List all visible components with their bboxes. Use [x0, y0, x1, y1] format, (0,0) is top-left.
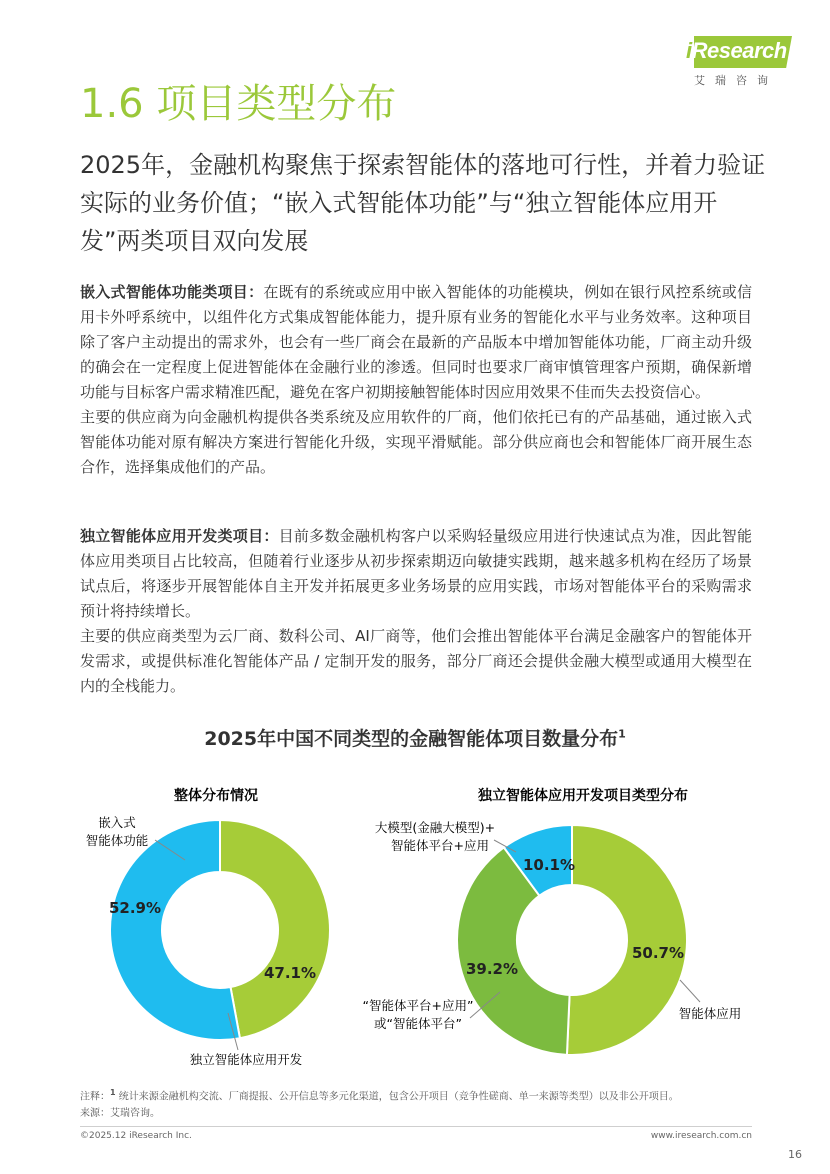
donut-left	[109, 820, 330, 1040]
donut-charts	[0, 770, 830, 1080]
section-standalone	[80, 524, 752, 699]
section-embedded	[80, 280, 752, 480]
footer-divider	[80, 1126, 752, 1127]
footnote-prefix: 注释：	[80, 1091, 110, 1103]
footnote-text: 统计来源金融机构交流、厂商提报、公开信息等多元化渠道，包含公开项目（竞争性磋商、单一来源等类型）以及非公开项目。	[118, 1091, 679, 1103]
label-left-embedded-line2: 智能体功能	[85, 833, 149, 848]
label-right-app: 智能体应用	[678, 1006, 742, 1021]
chart-title-text: 2025年中国不同类型的金融智能体项目数量分布	[204, 728, 619, 750]
donut-right-slice-0	[567, 825, 687, 1055]
logo-letter-i: i	[686, 38, 692, 63]
donut-right-label-2: 10.1%	[522, 856, 576, 874]
section-embedded-text: 在既有的系统或应用中嵌入智能体的功能模块，例如在银行风控系统或信用卡外呼系统中，以组件化方式集成智能体能力，提升原有业务的智能化水平与业务效率。这种项目除了客户主动提出的需求外，也会有一些厂商会在最新的产品版本中增加智能体功能，厂商主动升级的确会在一定程度上促进智能体在金融行业的渗透。但同时也要求厂商审慎管理客户预期，确保新增功能与目标客户需求精准匹配，避免在客户初期接触智能体时因应用效果不佳而失去投资信心。	[80, 283, 752, 401]
footnote-mark: 1	[110, 1088, 116, 1097]
logo-wordmark: Research	[691, 38, 787, 63]
chart-title-footnote-mark: 1	[618, 727, 626, 741]
section-standalone-text2: 主要的供应商类型为云厂商、数科公司、AI厂商等，他们会推出智能体平台满足金融客户的智能体开发需求，或提供标准化智能体产品 / 定制开发的服务，部分厂商还会提供金融大模型或通用大模型在内的全栈能力。	[80, 627, 752, 695]
page-title: 1.6 项目类型分布	[80, 81, 397, 127]
footnote-source: 来源：艾瑞咨询。	[80, 1108, 160, 1120]
donut-right-label-1: 39.2%	[465, 960, 519, 978]
page-subtitle: 2025年，金融机构聚焦于探索智能体的落地可行性，并着力验证实际的业务价值；“嵌入式智能体功能”与“独立智能体应用开发”两类项目双向发展	[80, 151, 766, 255]
section-standalone-text: 目前多数金融机构客户以采购轻量级应用进行快速试点为准，因此智能体应用类项目占比较高，但随着行业逐步从初步探索期迈向敏捷实践期，越来越多机构在经历了场景试点后，将逐步开展智能体自主开发并拓展更多业务场景的应用实践，市场对智能体平台的采购需求预计将持续增长。	[80, 527, 752, 620]
label-right-model-line2: 智能体平台+应用	[391, 838, 489, 853]
donut-right	[457, 825, 687, 1055]
chart-title	[0, 724, 830, 751]
footer-website: www.iresearch.com.cn	[650, 1131, 752, 1141]
footer-copyright: ©2025.12 iResearch Inc.	[80, 1131, 192, 1141]
page-number: 16	[788, 1148, 802, 1161]
leader-right-app	[680, 980, 700, 1002]
label-right-platform-line2: 或“智能体平台”	[374, 1016, 462, 1031]
section-embedded-text2: 主要的供应商为向金融机构提供各类系统及应用软件的厂商，他们依托已有的产品基础，通过嵌入式智能体功能对原有解决方案进行智能化升级，实现平滑赋能。部分供应商也会和智能体厂商开展生态合作，选择集成他们的产品。	[80, 408, 752, 476]
iresearch-logo	[686, 32, 798, 92]
label-left-embedded-line1: 嵌入式	[98, 815, 136, 830]
label-right-model-line1: 大模型(金融大模型)+	[374, 820, 496, 835]
label-left-standalone: 独立智能体应用开发	[189, 1052, 303, 1067]
donut-left-label-1: 52.9%	[108, 899, 162, 917]
donut-left-slice-0	[220, 820, 330, 1038]
logo-chinese: 艾瑞咨询	[694, 74, 778, 87]
donut-right-label-0: 50.7%	[631, 944, 685, 962]
label-right-platform-line1: “智能体平台+应用”	[362, 998, 474, 1013]
chart-left-title: 整体分布情况	[174, 788, 258, 804]
chart-right-title: 独立智能体应用开发项目类型分布	[478, 788, 688, 804]
section-standalone-label: 独立智能体应用开发类项目：	[80, 527, 279, 545]
section-embedded-label: 嵌入式智能体功能类项目：	[80, 283, 264, 301]
footnote	[80, 1084, 760, 1122]
donut-left-label-0: 47.1%	[263, 964, 317, 982]
